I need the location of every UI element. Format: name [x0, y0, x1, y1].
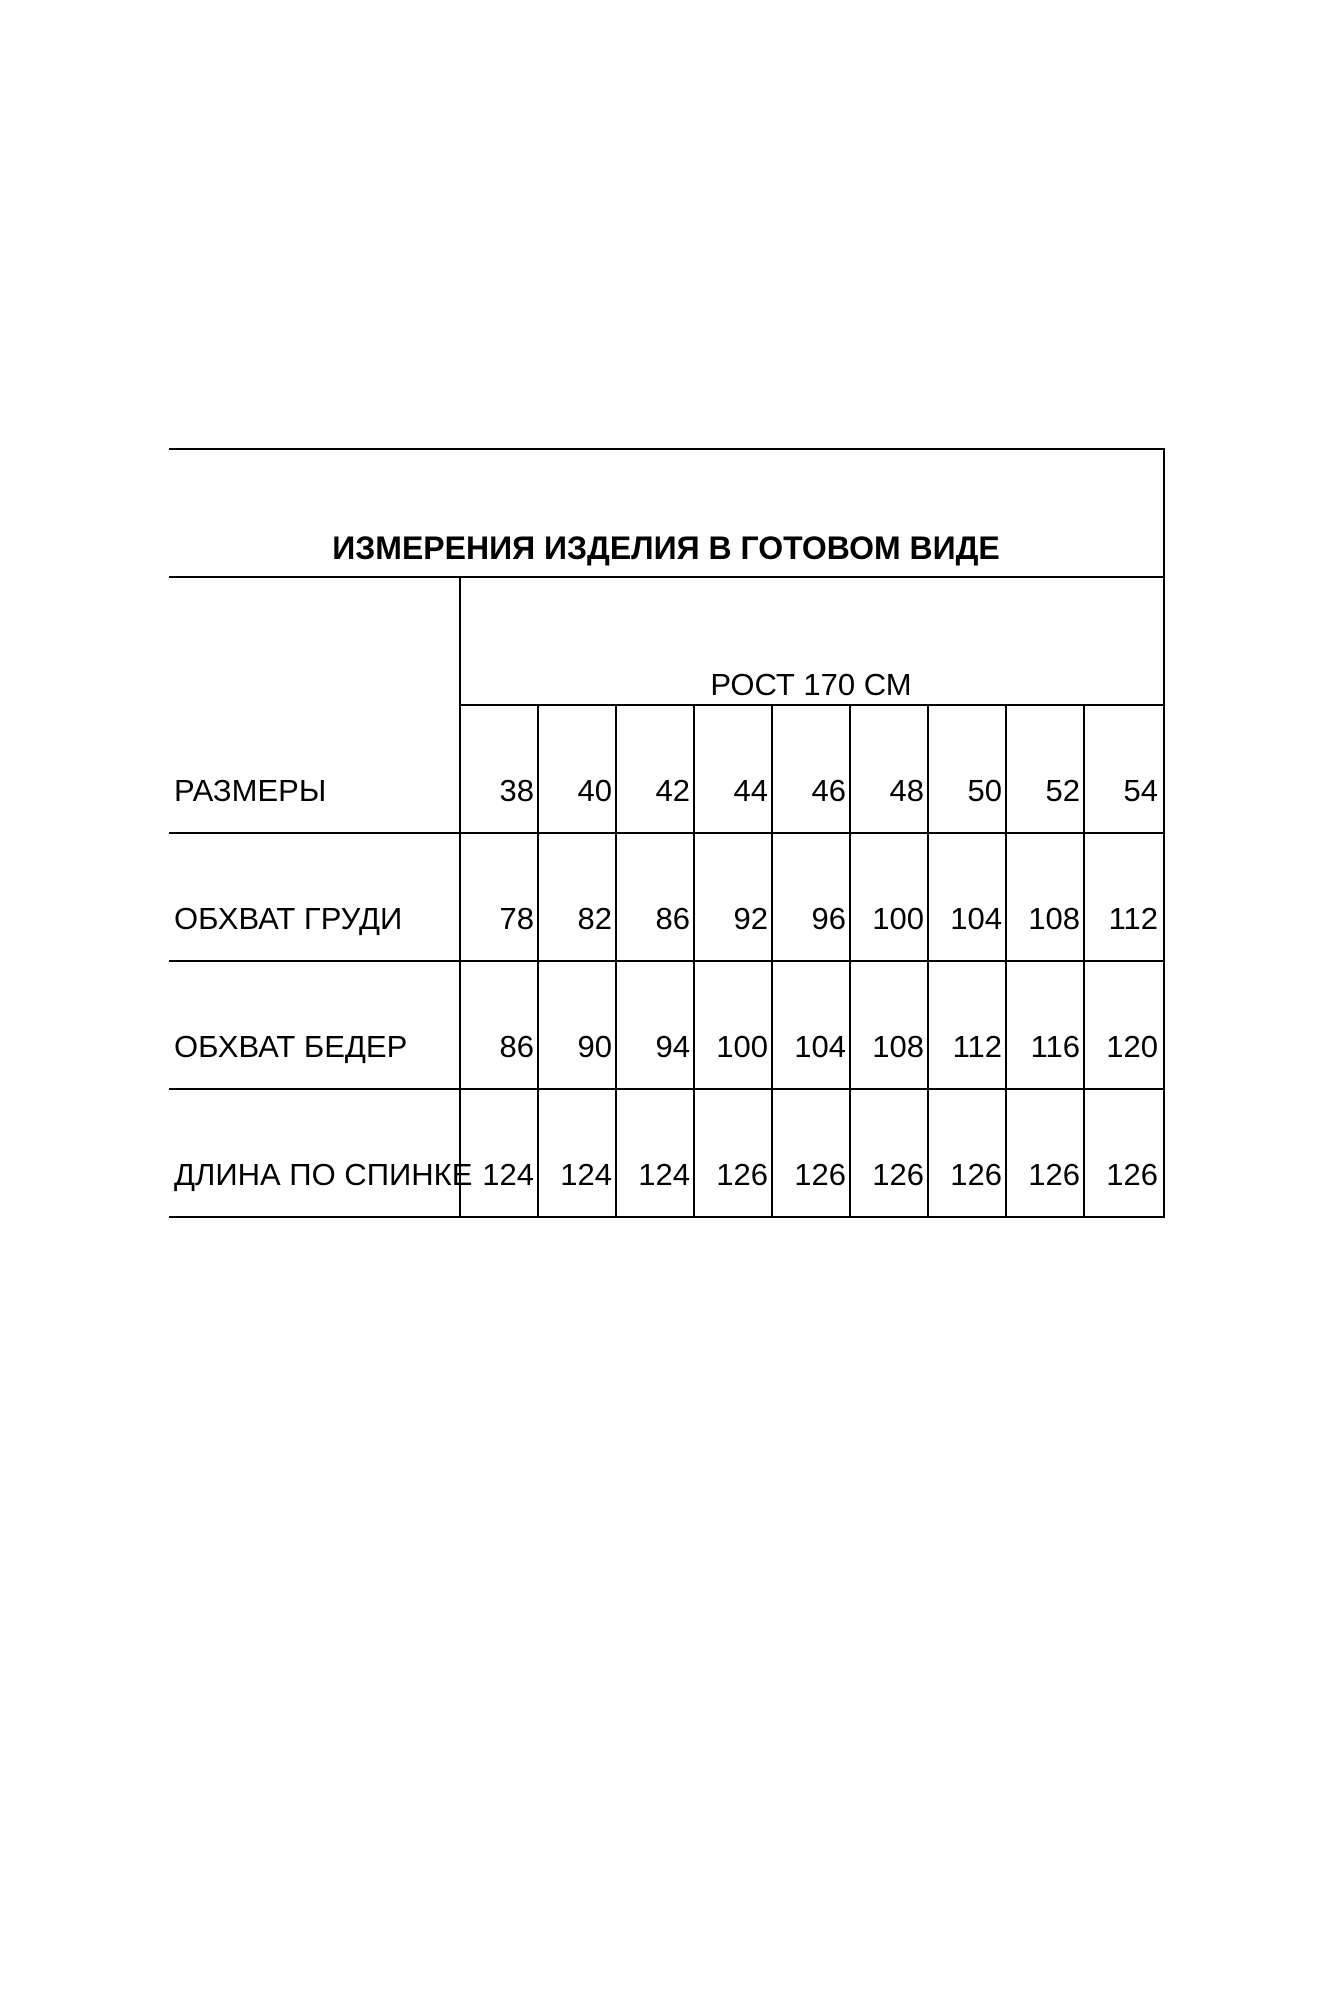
- chest-row-cell: 104: [950, 901, 1002, 936]
- sizes-row-cell: 38: [499, 773, 534, 808]
- hips-row-cell: 104: [794, 1029, 846, 1064]
- back-length-row-cell: 124: [638, 1157, 690, 1192]
- back-length-row-cell: 126: [950, 1157, 1002, 1192]
- chest-row-cell: 108: [1028, 901, 1080, 936]
- hips-row-cell: 94: [655, 1029, 690, 1064]
- sizes-row-cell: 48: [889, 773, 924, 808]
- hips-row-cell: 86: [499, 1029, 534, 1064]
- hips-row-cell: 120: [1106, 1029, 1158, 1064]
- back-length-row-cell: 126: [716, 1157, 768, 1192]
- chest-row-cell: 78: [499, 901, 534, 936]
- row-divider: [169, 960, 1165, 962]
- table-border-right: [1163, 448, 1165, 1218]
- hips-row-cell: 108: [872, 1029, 924, 1064]
- back-length-row-cell: 126: [1106, 1157, 1158, 1192]
- back-length-row-cell: 124: [482, 1157, 534, 1192]
- sizes-row-cell: 40: [577, 773, 612, 808]
- chest-row-cell: 82: [577, 901, 612, 936]
- sizes-row-cell: 44: [733, 773, 768, 808]
- table-title: ИЗМЕРЕНИЯ ИЗДЕЛИЯ В ГОТОВОМ ВИДЕ: [332, 530, 1000, 566]
- chest-row-cell: 86: [655, 901, 690, 936]
- back-length-row-cell: 124: [560, 1157, 612, 1192]
- hips-row-cell: 112: [952, 1029, 1002, 1064]
- hips-row-cell: 90: [577, 1029, 612, 1064]
- sizes-row-cell: 46: [811, 773, 846, 808]
- row-divider: [169, 1088, 1165, 1090]
- table-border-top: [169, 448, 1165, 450]
- hips-row-cell: 100: [716, 1029, 768, 1064]
- title-divider: [169, 576, 1165, 578]
- row-divider: [169, 832, 1165, 834]
- back-length-row-label: ДЛИНА ПО СПИНКЕ: [174, 1157, 473, 1192]
- sizes-row-cell: 50: [967, 773, 1002, 808]
- sizes-row-label: РАЗМЕРЫ: [174, 773, 327, 808]
- sizes-row-cell: 42: [655, 773, 690, 808]
- hips-row-cell: 116: [1030, 1029, 1080, 1064]
- back-length-row-cell: 126: [872, 1157, 924, 1192]
- chest-row-cell: 112: [1108, 901, 1158, 936]
- chest-row-cell: 100: [872, 901, 924, 936]
- back-length-row-cell: 126: [794, 1157, 846, 1192]
- hips-row-label: ОБХВАТ БЕДЕР: [174, 1029, 408, 1064]
- chest-row-cell: 92: [733, 901, 768, 936]
- size-chart-table: [169, 448, 1165, 1226]
- chest-row-cell: 96: [811, 901, 846, 936]
- back-length-row-cell: 126: [1028, 1157, 1080, 1192]
- sizes-row-cell: 54: [1123, 773, 1158, 808]
- height-divider: [459, 704, 1165, 706]
- table-border-bottom: [169, 1216, 1165, 1218]
- height-label: РОСТ 170 СМ: [710, 667, 912, 702]
- sizes-row-cell: 52: [1045, 773, 1080, 808]
- chest-row-label: ОБХВАТ ГРУДИ: [174, 901, 403, 936]
